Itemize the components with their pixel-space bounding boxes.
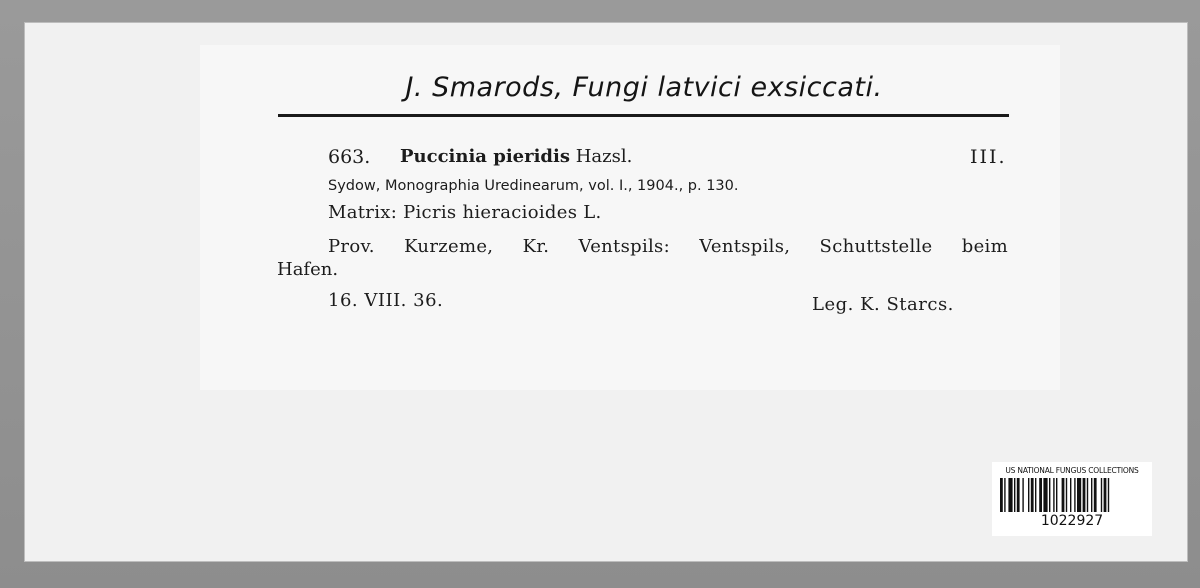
title-rule (278, 114, 1009, 117)
taxon-name (400, 146, 632, 167)
genus-species: Puccinia pieridis (400, 146, 570, 167)
barcode-icon (1000, 478, 1144, 512)
collection-date: 16. VIII. 36. (328, 290, 444, 311)
spore-stage: III. (970, 146, 1007, 168)
barcode-label (992, 462, 1152, 536)
barcode-number: 1022927 (1040, 513, 1104, 529)
literature-reference: Sydow, Monographia Uredinearum, vol. I., 1904., p. 130. (328, 178, 739, 194)
barcode-institution: US NATIONAL FUNGUS COLLECTIONS (1005, 466, 1139, 475)
host-matrix: Matrix: Picris hieracioides L. (328, 202, 602, 223)
taxon-author: Hazsl. (575, 146, 633, 167)
locality-line-2: Hafen. (277, 259, 339, 280)
collector: Leg. K. Starcs. (812, 294, 954, 315)
locality-line-1: Prov. Kurzeme, Kr. Ventspils: Ventspils, Schuttstelle beim (328, 236, 1008, 257)
exsiccata-title: J. Smarods, Fungi latvici exsiccati. (405, 72, 883, 103)
specimen-number: 663. (328, 146, 371, 168)
